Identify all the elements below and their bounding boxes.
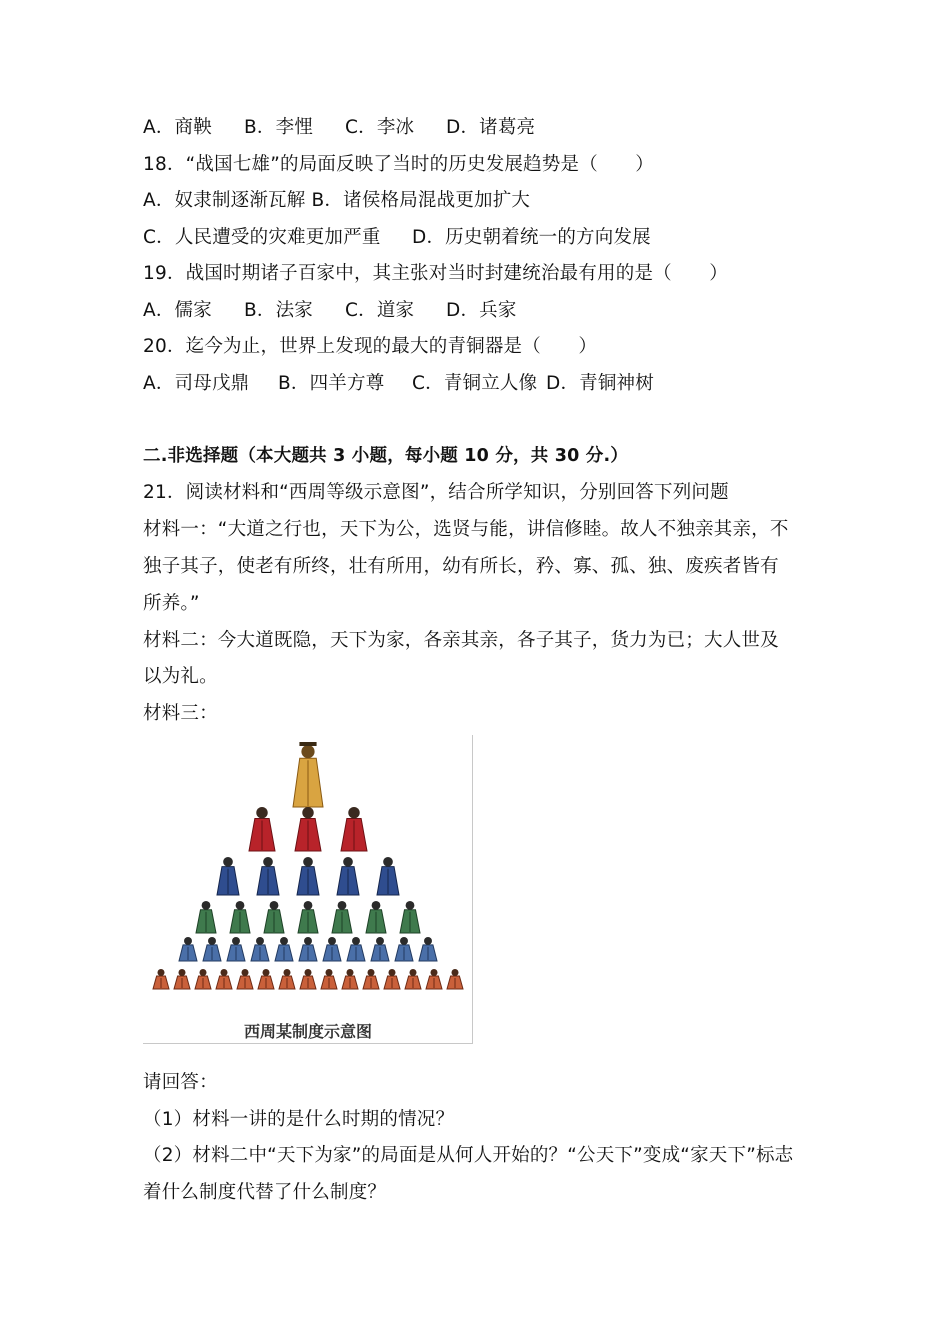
- q20-stem: 20．迄今为止，世界上发现的最大的青铜器是（ ）: [143, 336, 598, 357]
- person-figure: [321, 969, 337, 989]
- q19-option-d: D．兵家: [446, 300, 517, 321]
- answer-prompt: 请回答：: [143, 1072, 218, 1093]
- q17-option-d: D．诸葛亮: [446, 117, 536, 138]
- figure-caption: 西周某制度示意图: [243, 1022, 372, 1041]
- q18-option-c: C．人民遭受的灾难更加严重: [143, 227, 381, 248]
- q20-options: [143, 372, 654, 396]
- person-figure: [405, 969, 421, 989]
- person-figure: [400, 901, 420, 933]
- hierarchy-pyramid: [143, 735, 473, 1015]
- q19-option-c: C．道家: [345, 300, 415, 321]
- person-figure: [195, 969, 211, 989]
- person-figure: [419, 937, 437, 961]
- person-figure: [257, 857, 279, 895]
- person-figure: [227, 937, 245, 961]
- material1-line2: 独子其子，使老有所终，壮有所用，幼有所长，矜、寡、孤、独、废疾者皆有: [143, 556, 779, 577]
- person-figure: [203, 937, 221, 961]
- person-figure: [363, 969, 379, 989]
- person-figure: [297, 857, 319, 895]
- person-figure: [395, 937, 413, 961]
- q18-options-ab: A．奴隶制逐渐瓦解 B．诸侯格局混战更加扩大: [143, 190, 531, 211]
- material1-line1: 材料一：“大道之行也，天下为公，选贤与能，讲信修睦。故人不独亲其亲，不: [143, 519, 789, 540]
- person-figure: [371, 937, 389, 961]
- sub-question-2-line2: 着什么制度代替了什么制度？: [143, 1182, 387, 1203]
- person-figure: [300, 969, 316, 989]
- q19-option-b: B．法家: [244, 300, 313, 321]
- person-figure: [347, 937, 365, 961]
- person-figure: [366, 901, 386, 933]
- person-figure: [237, 969, 253, 989]
- person-figure: [341, 807, 367, 851]
- q17-option-a: A．商鞅: [143, 117, 212, 138]
- person-figure: [258, 969, 274, 989]
- material3-label: 材料三：: [143, 703, 218, 724]
- person-figure: [323, 937, 341, 961]
- person-figure: [337, 857, 359, 895]
- person-figure: [174, 969, 190, 989]
- q17-option-b: B．李悝: [244, 117, 313, 138]
- person-figure: [264, 901, 284, 933]
- pyramid-row-1: [293, 742, 323, 807]
- person-figure: [293, 742, 323, 807]
- person-figure: [299, 937, 317, 961]
- sub-question-2-line1: （2）材料二中“天下为家”的局面是从何人开始的？“公天下”变成“家天下”标志: [143, 1145, 794, 1166]
- q18-option-d: D．历史朝着统一的方向发展: [412, 227, 651, 248]
- person-figure: [342, 969, 358, 989]
- q20-option-c: C．青铜立人像: [412, 373, 538, 394]
- person-figure: [279, 969, 295, 989]
- q18-options-cd: [143, 226, 651, 250]
- pyramid-row-4: [196, 901, 420, 933]
- hierarchy-figure: [143, 735, 473, 1044]
- person-figure: [298, 901, 318, 933]
- q17-option-c: C．李冰: [345, 117, 415, 138]
- person-figure: [295, 807, 321, 851]
- person-figure: [251, 937, 269, 961]
- q21-stem: 21．阅读材料和“西周等级示意图”，结合所学知识，分别回答下列问题: [143, 482, 729, 503]
- person-figure: [377, 857, 399, 895]
- material2-line1: 材料二：今大道既隐，天下为家，各亲其亲，各子其子，货力为已；大人世及: [143, 630, 779, 651]
- pyramid-row-2: [249, 807, 367, 851]
- q20-option-a: A．司母戊鼎: [143, 373, 250, 394]
- person-figure: [230, 901, 250, 933]
- q20-option-d: D．青铜神树: [546, 373, 654, 394]
- material1-line3: 所养。”: [143, 593, 200, 614]
- person-figure: [216, 969, 232, 989]
- person-figure: [384, 969, 400, 989]
- section-title: 二.非选择题（本大题共 3 小题，每小题 10 分，共 30 分.）: [143, 446, 629, 466]
- person-figure: [426, 969, 442, 989]
- q19-option-a: A．儒家: [143, 300, 212, 321]
- person-figure: [249, 807, 275, 851]
- person-figure: [179, 937, 197, 961]
- pyramid-row-5: [179, 937, 437, 961]
- pyramid-row-6: [153, 969, 463, 989]
- material2-line2: 以为礼。: [143, 666, 218, 687]
- person-figure: [447, 969, 463, 989]
- q17-options: [143, 116, 535, 140]
- pyramid-row-3: [217, 857, 399, 895]
- q20-option-b: B．四羊方尊: [278, 373, 385, 394]
- sub-question-1: （1）材料一讲的是什么时期的情况？: [143, 1109, 455, 1130]
- q19-stem: 19．战国时期诸子百家中，其主张对当时封建统治最有用的是（ ）: [143, 263, 728, 284]
- person-figure: [275, 937, 293, 961]
- person-figure: [217, 857, 239, 895]
- person-figure: [196, 901, 216, 933]
- q19-options: [143, 299, 517, 323]
- person-figure: [332, 901, 352, 933]
- person-figure: [153, 969, 169, 989]
- q18-stem: 18．“战国七雄”的局面反映了当时的历史发展趋势是（ ）: [143, 154, 655, 175]
